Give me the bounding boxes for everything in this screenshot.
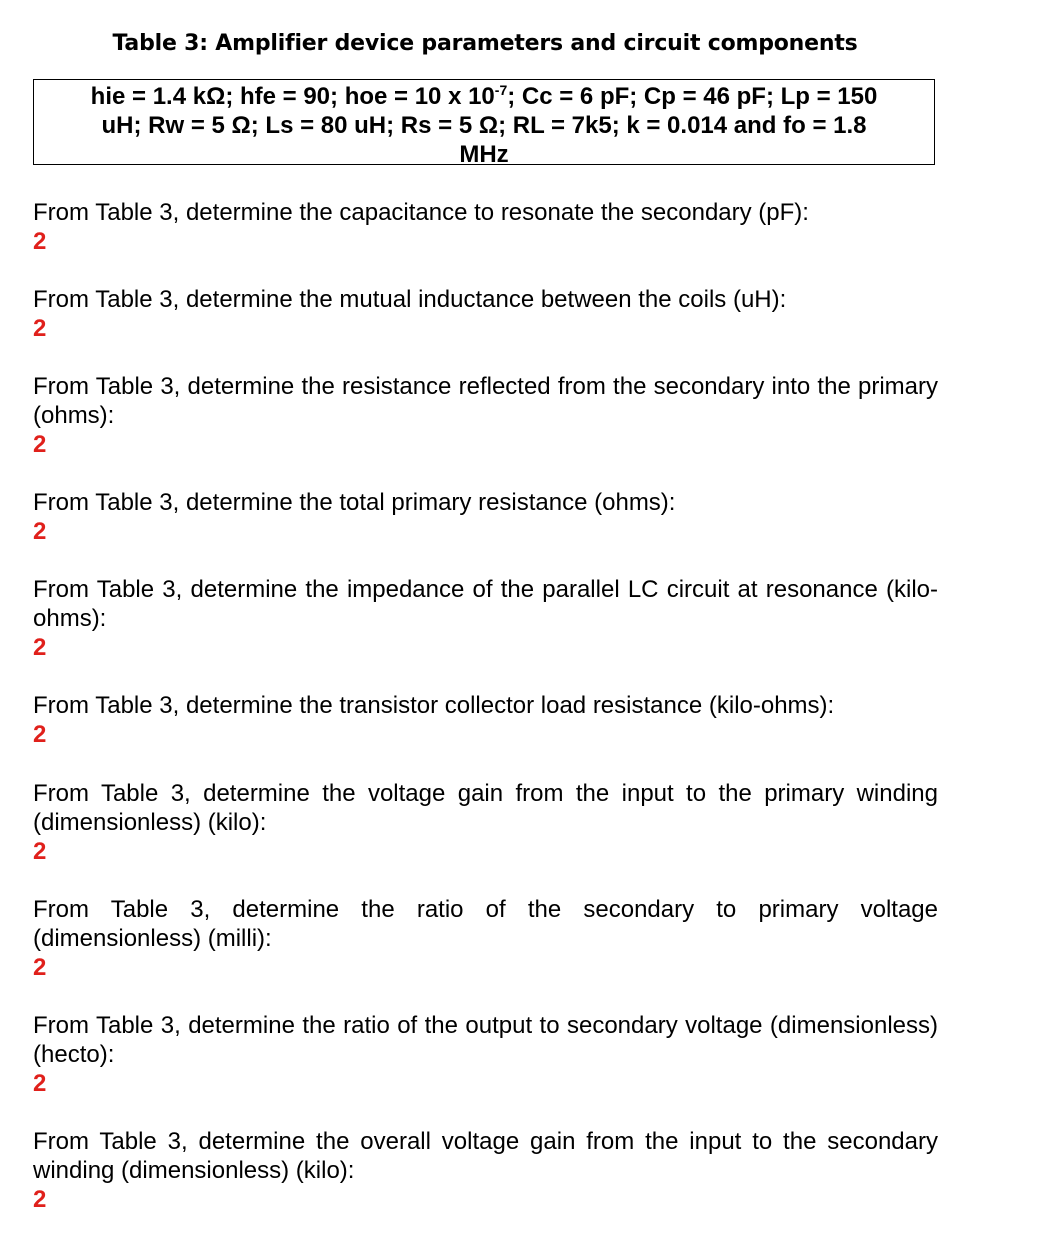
question-text: From Table 3, determine the resistance reflected from the secondary into the primary (ohms): (33, 373, 938, 429)
answer-value: 2 (33, 634, 47, 661)
parameters-line-1-start: hie = 1.4 kΩ; hfe = 90; hoe = 10 x 10 (90, 83, 495, 110)
table-title: Table 3: Amplifier device parameters and circuit components (112, 31, 858, 56)
parameters-line-3: MHz (459, 141, 509, 168)
answer-value: 2 (33, 838, 47, 865)
question-text: From Table 3, determine the capacitance to resonate the secondary (pF): (33, 199, 809, 226)
question-text: From Table 3, determine the ratio of the secondary to primary voltage (dimensionless) (milli): (33, 896, 938, 952)
answer-value: 2 (33, 518, 47, 545)
question-text: From Table 3, determine the total primary resistance (ohms): (33, 489, 676, 516)
answer-value: 2 (33, 1070, 47, 1097)
question-text: From Table 3, determine the transistor collector load resistance (kilo-ohms): (33, 692, 835, 719)
question-10 (33, 1127, 938, 1214)
answer-value: 2 (33, 954, 47, 981)
answer-value: 2 (33, 315, 47, 342)
question-text: From Table 3, determine the voltage gain from the input to the primary winding (dimensionless) (kilo): (33, 780, 938, 836)
question-3 (33, 372, 938, 459)
question-7 (33, 779, 938, 866)
question-4 (33, 488, 938, 546)
question-text: From Table 3, determine the mutual inductance between the coils (uH): (33, 286, 787, 313)
answer-value: 2 (33, 1186, 47, 1213)
question-text: From Table 3, determine the impedance of the parallel LC circuit at resonance (kilo-ohms): (33, 576, 938, 632)
parameters-line-2: uH; Rw = 5 Ω; Ls = 80 uH; Rs = 5 Ω; RL = 7k5; k = 0.014 and fo = 1.8 (101, 112, 867, 139)
answer-value: 2 (33, 721, 47, 748)
question-8 (33, 895, 938, 982)
parameters-line-1-end: ; Cc = 6 pF; Cp = 46 pF; Lp = 150 (507, 83, 878, 110)
parameters-line-1 (34, 82, 934, 111)
question-9 (33, 1011, 938, 1098)
answer-value: 2 (33, 431, 47, 458)
question-text: From Table 3, determine the ratio of the output to secondary voltage (dimensionless) (hecto): (33, 1012, 938, 1068)
exponent: -7 (494, 82, 508, 98)
answer-value: 2 (33, 228, 47, 255)
question-1 (33, 198, 938, 256)
parameters-box (33, 79, 935, 168)
question-5 (33, 575, 938, 662)
question-text: From Table 3, determine the overall voltage gain from the input to the secondary winding (dimensionless) (kilo): (33, 1128, 938, 1184)
question-6 (33, 691, 938, 749)
question-2 (33, 285, 938, 343)
